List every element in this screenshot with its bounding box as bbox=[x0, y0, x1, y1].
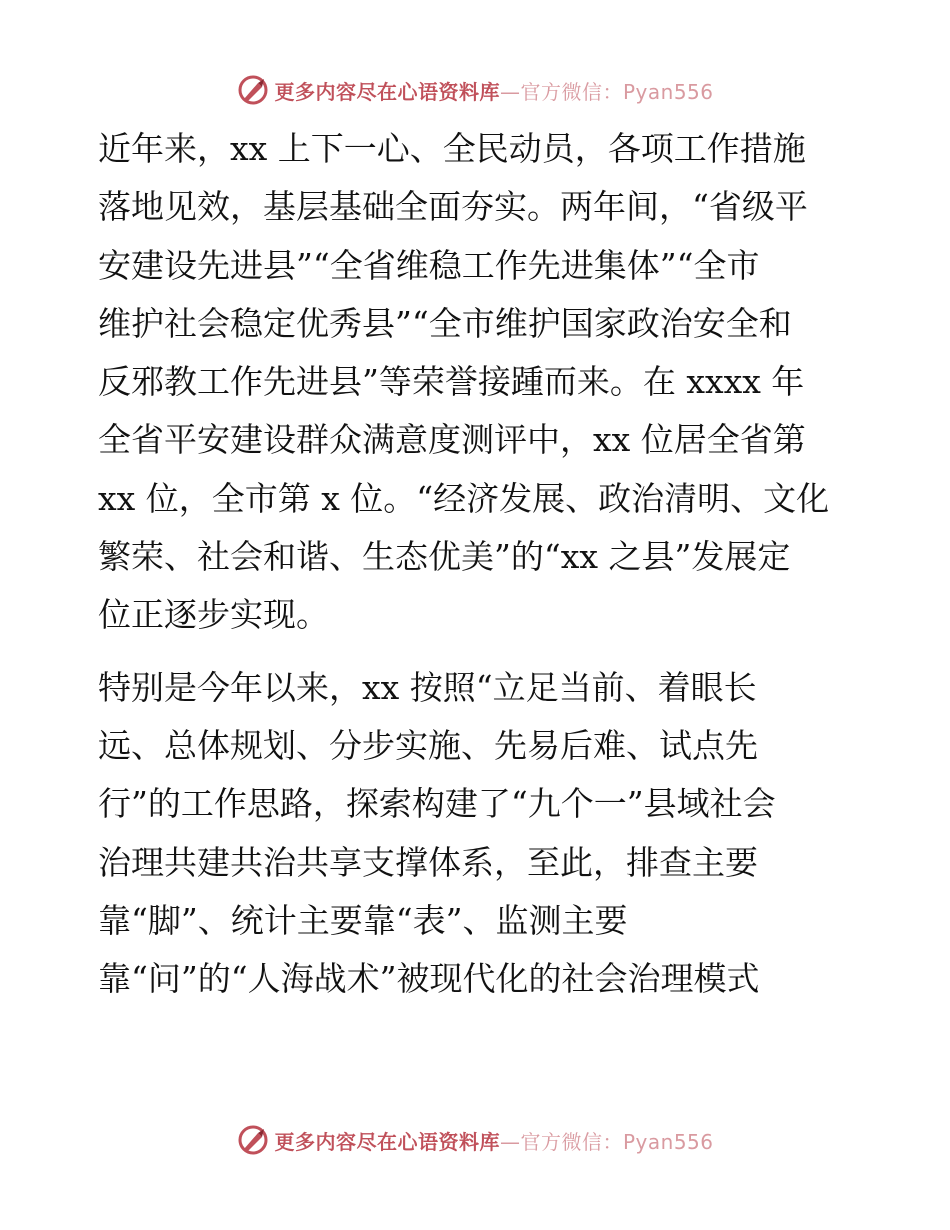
text-line: 繁荣、社会和谐、生态优美”的“xx 之县”发展定 bbox=[98, 537, 791, 577]
paragraph-2 bbox=[98, 659, 868, 1009]
text-line: xx 位，全市第 x 位。“经济发展、政治清明、文化 bbox=[98, 478, 830, 518]
text-line: 靠“脚”、统计主要靠“表”、监测主要 bbox=[98, 900, 628, 940]
text-line: 位正逐步实现。 bbox=[98, 595, 329, 635]
watermark-text: 更多内容尽在心语资料库—官方微信：Pyan556 bbox=[274, 1129, 714, 1154]
text-line: 近年来，xx 上下一心、全民动员，各项工作措施 bbox=[98, 129, 806, 168]
text-line: 行”的工作思路，探索构建了“九个一”县域社会 bbox=[98, 784, 776, 824]
text-line: 治理共建共治共享支撑体系，至此，排查主要 bbox=[98, 842, 758, 882]
text-line: 特别是今年以来，xx 按照“立足当前、着眼长 bbox=[98, 667, 757, 707]
watermark-text: 更多内容尽在心语资料库—官方微信：Pyan556 bbox=[274, 79, 714, 104]
text-line: 安建设先进县”“全省维稳工作先进集体”“全市 bbox=[98, 245, 760, 285]
text-line: 反邪教工作先进县”等荣誉接踵而来。在 xxxx 年 bbox=[98, 362, 805, 402]
text-line: 远、总体规划、分步实施、先易后难、试点先 bbox=[98, 725, 758, 765]
text-line: 维护社会稳定优秀县”“全市维护国家政治安全和 bbox=[98, 303, 792, 343]
text-line: 靠“问”的“人海战术”被现代化的社会治理模式 bbox=[98, 959, 760, 999]
document-body bbox=[98, 120, 868, 1008]
pen-logo-icon bbox=[236, 1123, 270, 1157]
text-line: 全省平安建设群众满意度测评中，xx 位居全省第 bbox=[98, 420, 806, 460]
pen-logo-icon bbox=[236, 73, 270, 107]
text-line: 落地见效，基层基础全面夯实。两年间，“省级平 bbox=[98, 187, 808, 227]
header-watermark bbox=[0, 70, 950, 110]
paragraph-1 bbox=[98, 120, 868, 645]
footer-watermark bbox=[0, 1120, 950, 1160]
